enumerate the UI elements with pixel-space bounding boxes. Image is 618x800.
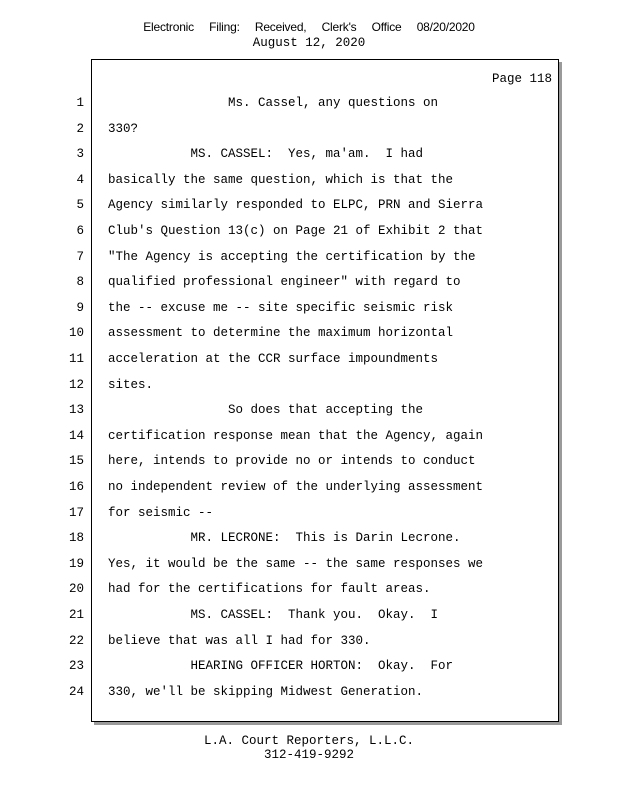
- filing-word: Office: [371, 20, 402, 34]
- filing-stamp: [0, 20, 618, 34]
- line-number: 17: [68, 505, 84, 520]
- filing-word: Received,: [254, 20, 307, 34]
- line-number: 13: [68, 403, 84, 418]
- transcript-line: MS. CASSEL: Yes, ma'am. I had: [108, 147, 424, 162]
- reporter-phone: 312-419-9292: [263, 748, 354, 762]
- line-number: 19: [68, 556, 84, 571]
- transcript-line: acceleration at the CCR surface impoundments: [108, 352, 439, 366]
- transcript-line: "The Agency is accepting the certification by the: [108, 249, 476, 264]
- line-number: 14: [68, 428, 84, 443]
- transcript-line: 330?: [108, 121, 139, 136]
- line-number: 5: [76, 198, 84, 213]
- line-number: 23: [68, 659, 84, 674]
- filing-word: Clerk's: [321, 20, 357, 34]
- line-number: 8: [76, 275, 84, 290]
- line-number: 18: [68, 531, 84, 546]
- transcript-line: here, intends to provide no or intends to conduct: [108, 454, 476, 469]
- line-number: 24: [68, 684, 84, 699]
- transcript-line: MR. LECRONE: This is Darin Lecrone.: [108, 531, 461, 546]
- filing-date: 08/20/2020: [416, 20, 475, 34]
- transcript-line: the -- excuse me -- site specific seismic risk: [108, 300, 454, 315]
- transcript-date: August 12, 2020: [252, 36, 366, 50]
- page-number: Page 118: [491, 72, 552, 86]
- transcript-line: qualified professional engineer" with regard to: [108, 275, 461, 290]
- reporter-company: L.A. Court Reporters, L.L.C.: [203, 734, 415, 748]
- transcript-line: no independent review of the underlying assessment: [108, 480, 484, 494]
- line-number: 15: [68, 454, 84, 469]
- line-number: 12: [68, 377, 84, 392]
- line-number: 10: [68, 326, 84, 341]
- transcript-line: Yes, it would be the same -- the same responses we: [108, 556, 484, 571]
- transcript-line: assessment to determine the maximum horizontal: [108, 326, 454, 341]
- transcript-line: certification response mean that the Agency, again: [108, 428, 484, 443]
- filing-word: Electronic: [143, 20, 194, 34]
- line-number: 9: [76, 300, 84, 315]
- transcript-line: HEARING OFFICER HORTON: Okay. For: [108, 659, 454, 674]
- transcript-line: sites.: [108, 377, 154, 392]
- transcript-line: Ms. Cassel, any questions on: [108, 96, 439, 110]
- transcript-line: Club's Question 13(c) on Page 21 of Exhibit 2 that: [108, 224, 484, 238]
- line-number: 22: [68, 633, 84, 648]
- line-number: 21: [68, 608, 84, 622]
- transcript-line: So does that accepting the: [108, 403, 424, 418]
- line-number: 6: [76, 224, 84, 238]
- transcript-line: believe that was all I had for 330.: [108, 633, 371, 648]
- transcript-line: Agency similarly responded to ELPC, PRN and Sierra: [108, 198, 484, 213]
- transcript-line: had for the certifications for fault areas.: [108, 582, 431, 597]
- line-number: 7: [76, 249, 84, 264]
- line-number: 11: [68, 352, 84, 366]
- line-number: 2: [76, 121, 84, 136]
- line-number: 3: [76, 147, 84, 162]
- filing-word: Filing:: [209, 20, 240, 34]
- transcript-line: basically the same question, which is that the: [108, 172, 454, 187]
- line-number: 16: [68, 480, 84, 494]
- line-number: 4: [76, 172, 84, 187]
- transcript-line: MS. CASSEL: Thank you. Okay. I: [108, 608, 439, 622]
- line-number: 1: [76, 96, 84, 110]
- transcript-line: 330, we'll be skipping Midwest Generation.: [108, 684, 424, 699]
- line-number: 20: [68, 582, 84, 597]
- transcript-line: for seismic --: [108, 505, 214, 520]
